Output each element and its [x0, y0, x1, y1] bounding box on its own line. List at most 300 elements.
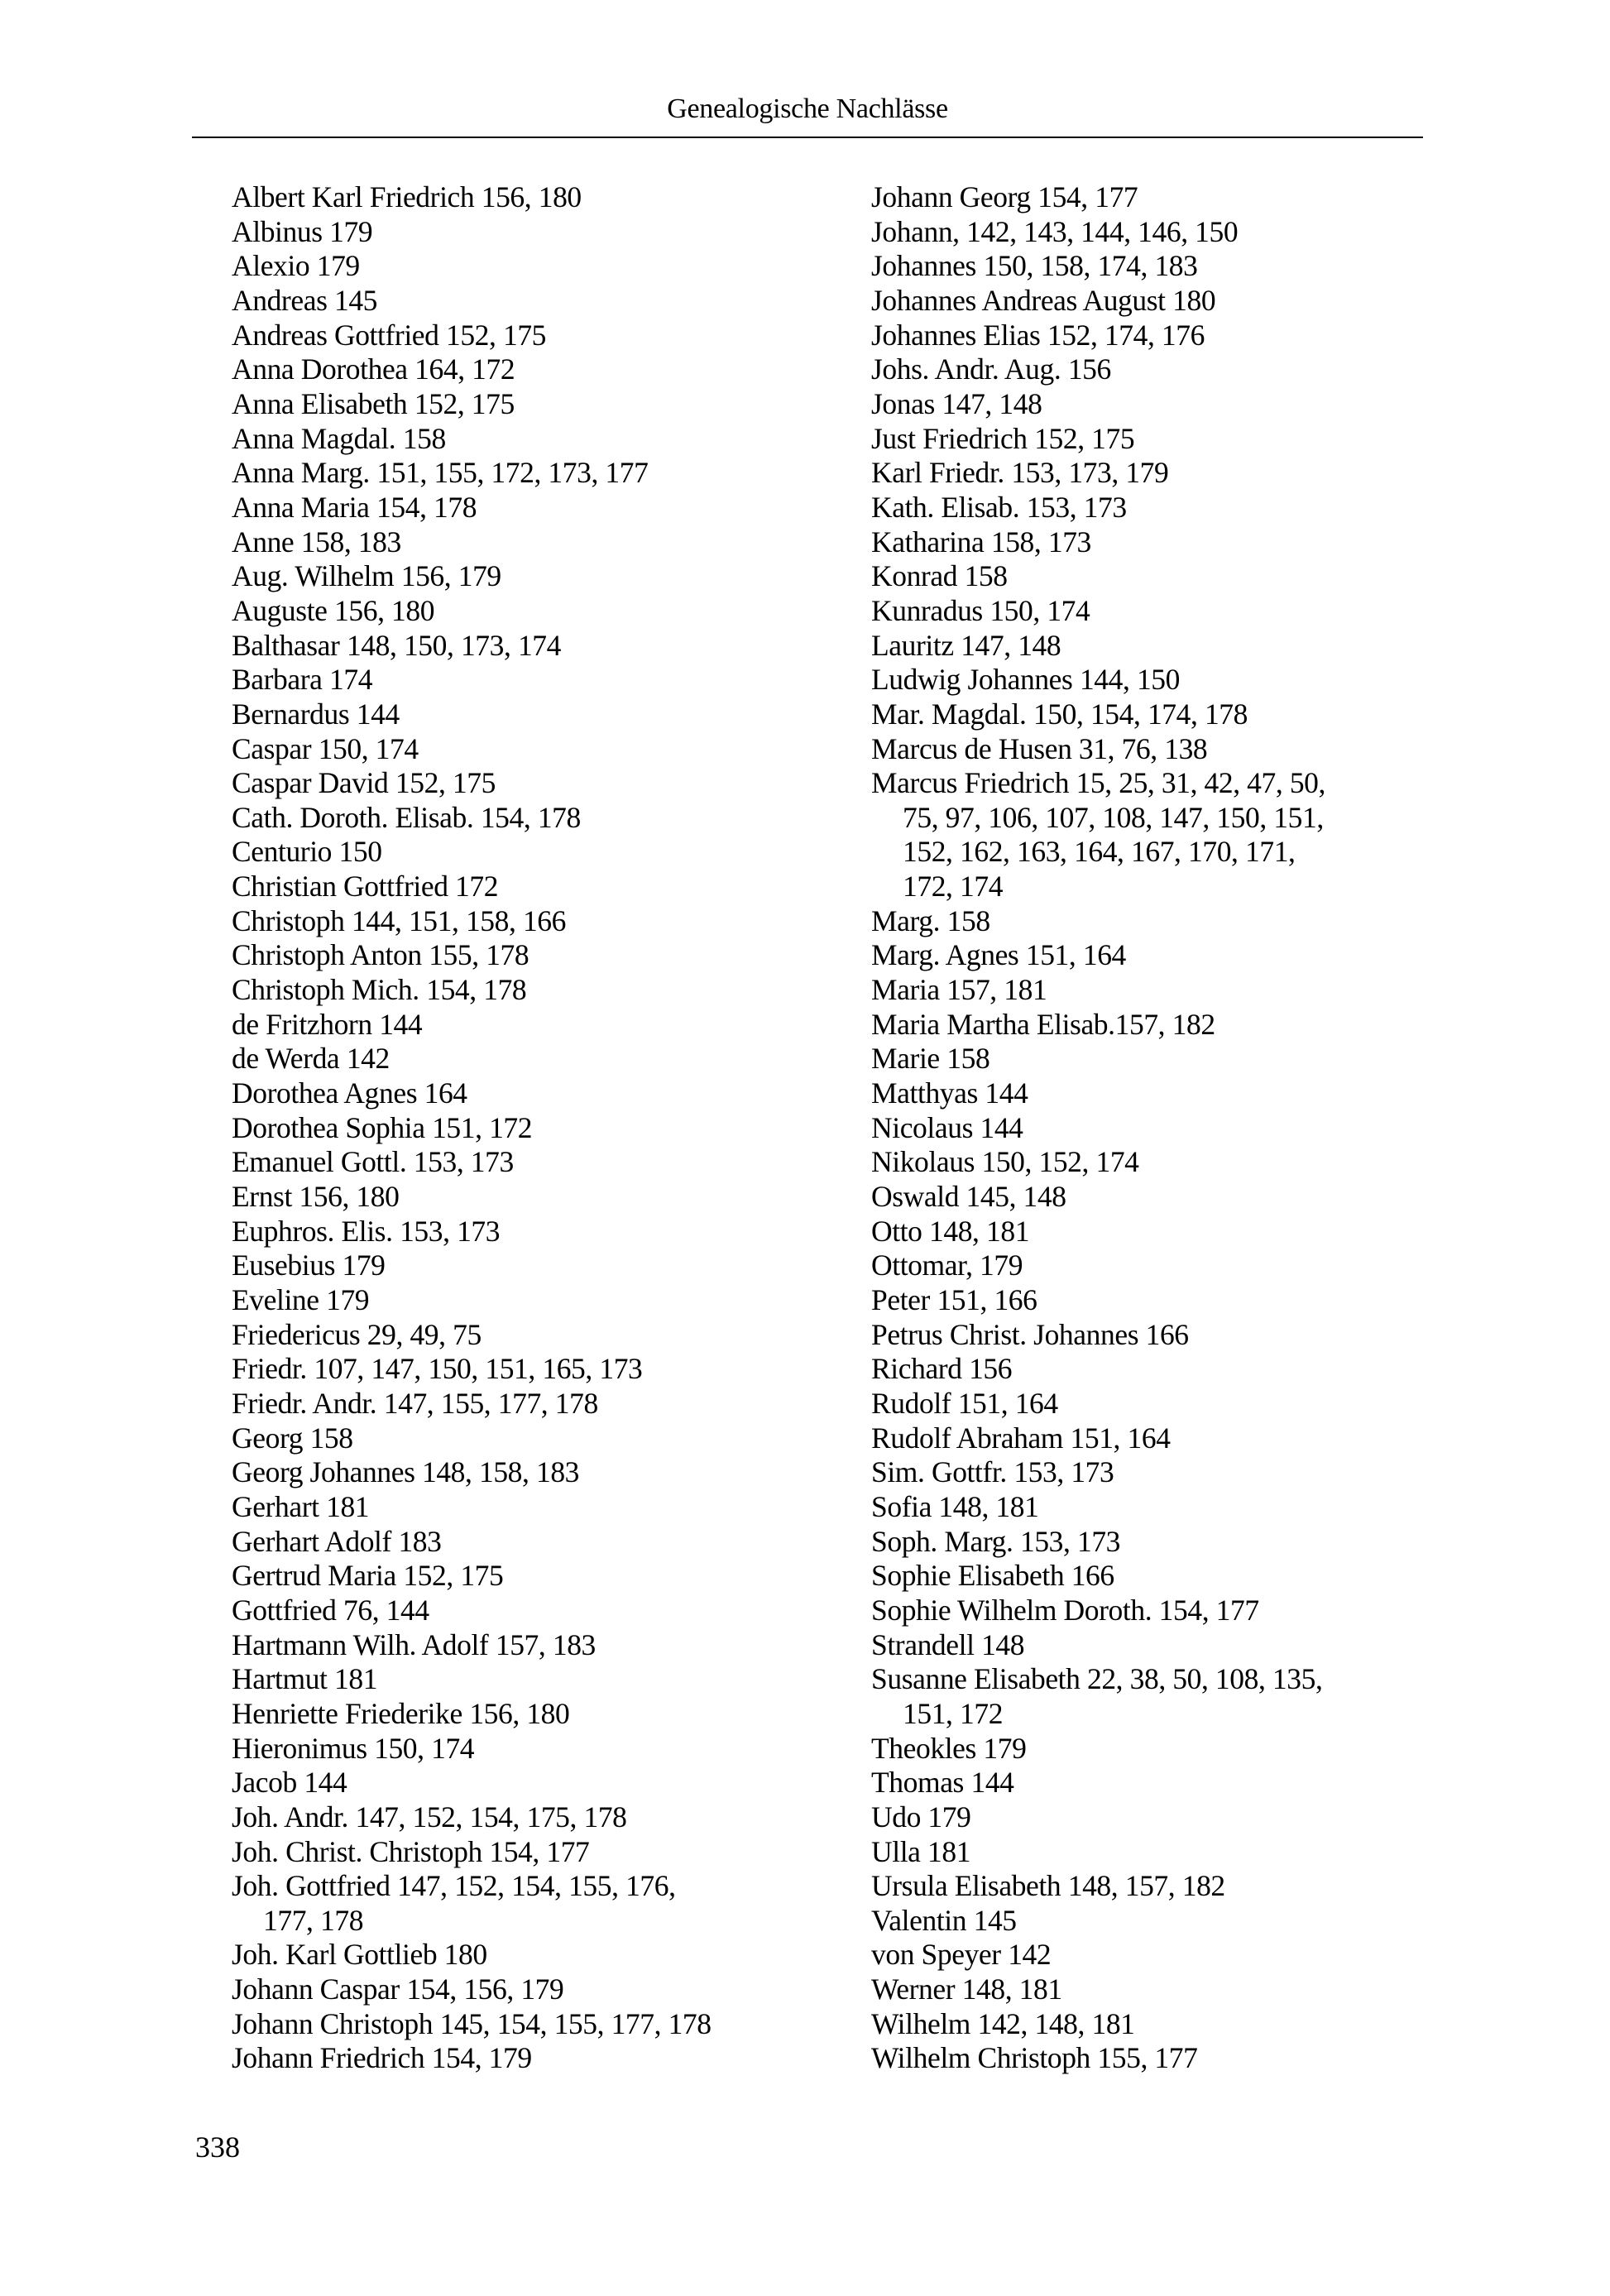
entry-name: Johann Friedrich	[232, 2041, 425, 2075]
entry-name: Gertrud Maria	[232, 1559, 396, 1593]
entry-name: Matthyas	[871, 1076, 978, 1110]
index-entry	[232, 1455, 836, 1490]
index-entry	[232, 1180, 836, 1215]
entry-name: Marie	[871, 1042, 940, 1076]
entry-pages: 154, 178	[426, 973, 527, 1007]
entry-name: Johann Georg	[871, 180, 1031, 213]
entry-name: Soph. Marg.	[871, 1524, 1013, 1558]
entry-name: Susanne Elisabeth	[871, 1662, 1081, 1696]
entry-name: Marcus de Husen	[871, 731, 1072, 765]
entry-name: Rudolf Abraham	[871, 1421, 1064, 1455]
entry-name: Anne	[232, 525, 295, 558]
entry-pages: 156	[1067, 352, 1111, 386]
entry-name: Balthasar	[232, 628, 340, 662]
index-entry	[232, 1559, 836, 1594]
entry-name: Strandell	[871, 1627, 975, 1661]
entry-pages-continuation: 172, 174	[903, 870, 1004, 904]
entry-pages: 152, 175	[1034, 421, 1135, 455]
index-entry	[232, 1076, 836, 1111]
entry-pages: 152, 175	[445, 318, 547, 352]
entry-pages: 148, 181	[961, 1972, 1062, 2006]
entry-name: Anna Maria	[232, 490, 370, 524]
index-column-left	[232, 180, 836, 2076]
entry-pages: 156, 180	[299, 1180, 400, 1214]
entry-pages: 148, 150, 173, 174	[346, 628, 562, 662]
entry-pages: 151, 172	[432, 1110, 533, 1144]
entry-name: Ludwig Johannes	[871, 663, 1073, 697]
entry-name: Joh. Christ. Christoph	[232, 1834, 482, 1868]
index-entry	[232, 1215, 836, 1249]
index-column-right	[871, 180, 1434, 2076]
entry-name: Anna Elisabeth	[232, 386, 408, 420]
index-entry	[232, 1490, 836, 1525]
entry-name: Oswald	[871, 1180, 960, 1214]
entry-name: Thomas	[871, 1766, 964, 1800]
index-entry	[232, 1387, 836, 1421]
entry-pages: 154, 179	[431, 2041, 532, 2075]
index-entry	[871, 559, 1434, 594]
entry-name: Sophie Elisabeth	[871, 1559, 1065, 1593]
index-entry	[871, 215, 1434, 250]
entry-pages-continuation: 151, 172	[903, 1696, 1004, 1730]
index-entry	[871, 1869, 1434, 1904]
entry-pages: 158, 183	[300, 525, 401, 558]
entry-pages: 164	[424, 1076, 467, 1110]
entry-pages-continuation: 152, 162, 163, 164, 167, 170, 171,	[903, 835, 1296, 869]
index-entry	[232, 456, 836, 491]
entry-pages: 151, 164	[957, 1386, 1058, 1420]
entry-pages: 153, 173	[1019, 1524, 1121, 1558]
entry-name: Caspar	[232, 731, 312, 765]
entry-pages: 179	[342, 1249, 386, 1282]
entry-pages: 153, 173, 179	[1011, 456, 1169, 490]
entry-name: Christoph Anton	[232, 938, 422, 972]
entry-pages: 142, 148, 181	[977, 2006, 1135, 2040]
entry-name: Konrad	[871, 559, 958, 593]
entry-name: Marg.	[871, 904, 941, 937]
entry-pages: 156, 179	[400, 559, 501, 593]
entry-pages: 179	[316, 249, 360, 283]
entry-pages: 156, 180	[481, 180, 582, 213]
entry-name: Hartmut	[232, 1662, 328, 1696]
entry-pages: 153, 173	[1026, 490, 1127, 524]
index-entry	[232, 1283, 836, 1318]
entry-pages: 155, 177	[1097, 2041, 1198, 2075]
index-entry	[871, 2041, 1434, 2076]
entry-pages: 172	[455, 870, 499, 904]
entry-pages: 107, 147, 150, 151, 165, 173	[314, 1352, 643, 1386]
index-entry	[232, 319, 836, 353]
entry-name: Johs. Andr. Aug.	[871, 352, 1061, 386]
entry-pages: 179	[927, 1800, 971, 1833]
entry-name: Henriette Friederike	[232, 1696, 462, 1730]
entry-pages: 153, 173	[413, 1145, 514, 1179]
index-entry	[871, 525, 1434, 560]
entry-name: Richard	[871, 1352, 962, 1386]
index-entry	[871, 1111, 1434, 1146]
entry-name: Wilhelm	[871, 2006, 970, 2040]
entry-name: Katharina	[871, 525, 985, 558]
entry-name: Friedr.	[232, 1352, 307, 1386]
index-entry	[871, 1387, 1434, 1421]
index-entry	[871, 1249, 1434, 1283]
entry-pages: 147, 152, 154, 175, 178	[355, 1800, 627, 1833]
index-entry	[232, 1938, 836, 1972]
index-entry	[232, 1008, 836, 1043]
entry-name: Ernst	[232, 1180, 292, 1214]
index-entry	[871, 1525, 1434, 1560]
entry-pages: 179	[980, 1249, 1023, 1282]
entry-pages: 180	[1172, 283, 1216, 317]
entry-name: Barbara	[232, 663, 323, 697]
entry-name: Hieronimus	[232, 1731, 367, 1765]
index-entry	[232, 1800, 836, 1835]
entry-name: Anna Dorothea	[232, 352, 408, 386]
index-entry	[871, 1008, 1434, 1043]
entry-name: Dorothea Agnes	[232, 1076, 418, 1110]
index-entry	[232, 559, 836, 594]
entry-name: Otto	[871, 1214, 922, 1248]
index-entry	[232, 1525, 836, 1560]
index-entry	[871, 1662, 1434, 1697]
entry-pages: 142, 143, 144, 146, 150	[966, 214, 1239, 248]
entry-name: Kath. Elisab.	[871, 490, 1020, 524]
index-entry	[232, 1042, 836, 1076]
entry-name: Johannes	[871, 249, 976, 283]
entry-name: Sophie Wilhelm Doroth.	[871, 1593, 1152, 1627]
index-entry	[871, 732, 1434, 767]
entry-name: Dorothea Sophia	[232, 1110, 425, 1144]
page-number: 338	[195, 2131, 240, 2164]
entry-name: Joh. Karl Gottlieb	[232, 1938, 438, 1972]
entry-name: Georg Johannes	[232, 1455, 415, 1489]
entry-name: Lauritz	[871, 628, 954, 662]
entry-pages: 147, 148	[942, 386, 1042, 420]
index-entry	[232, 732, 836, 767]
entry-pages: 156, 180	[334, 593, 435, 627]
index-entry	[232, 422, 836, 457]
entry-pages: 181	[326, 1489, 370, 1523]
entry-pages: 179	[329, 214, 373, 248]
entry-name: Kunradus	[871, 593, 983, 627]
entry-name: Gottfried	[232, 1593, 337, 1627]
index-entry	[232, 938, 836, 973]
index-entry	[871, 973, 1434, 1008]
entry-name: Sim. Gottfr.	[871, 1455, 1007, 1489]
entry-pages: 151, 164	[1070, 1421, 1171, 1455]
entry-pages: 150, 174	[318, 731, 419, 765]
index-entry	[232, 1318, 836, 1353]
index-entry	[871, 663, 1434, 697]
entry-name: Georg	[232, 1421, 304, 1455]
entry-pages: 151, 164	[1025, 938, 1126, 972]
entry-pages: 22, 38, 50, 108, 135,	[1086, 1662, 1323, 1696]
entry-name: Eveline	[232, 1283, 319, 1316]
index-entry	[871, 904, 1434, 939]
entry-pages-continuation: 75, 97, 106, 107, 108, 147, 150, 151,	[903, 800, 1324, 834]
entry-pages: 158	[402, 421, 446, 455]
entry-name: Christoph	[232, 904, 345, 937]
entry-pages: 15, 25, 31, 42, 47, 50,	[1076, 766, 1325, 800]
header-rule	[192, 137, 1423, 138]
entry-pages: 154, 178	[480, 800, 581, 834]
index-entry	[871, 1559, 1434, 1594]
entry-pages: 148, 157, 182	[1067, 1869, 1225, 1903]
entry-name: Friedericus	[232, 1317, 361, 1351]
index-entry	[232, 215, 836, 250]
entry-name: Mar. Magdal.	[871, 697, 1027, 731]
entry-pages: 158	[309, 1421, 353, 1455]
index-entry	[232, 1421, 836, 1456]
entry-name: Ulla	[871, 1834, 921, 1868]
entry-name: Hartmann Wilh. Adolf	[232, 1627, 489, 1661]
entry-pages: 153, 173	[400, 1214, 501, 1248]
entry-pages-continuation: 177, 178	[263, 1903, 364, 1937]
entry-name: Just Friedrich	[871, 421, 1028, 455]
entry-name: Karl Friedr.	[871, 456, 1004, 490]
index-entry	[232, 1835, 836, 1870]
entry-name: de Fritzhorn	[232, 1007, 372, 1041]
index-entry	[232, 904, 836, 939]
entry-pages: 150, 174	[374, 1731, 475, 1765]
index-entry	[871, 1904, 1434, 1939]
entry-name: Ursula Elisabeth	[871, 1869, 1061, 1903]
entry-name: Peter	[871, 1283, 930, 1316]
entry-name: Euphros. Elis.	[232, 1214, 393, 1248]
index-entry	[871, 456, 1434, 491]
index-entry	[232, 663, 836, 697]
entry-name: de Werda	[232, 1042, 340, 1076]
entry-name: Nicolaus	[871, 1110, 973, 1144]
index-entry	[232, 697, 836, 732]
index-entry	[871, 629, 1434, 664]
entry-pages: 179	[983, 1731, 1027, 1765]
entry-name: Aug. Wilhelm	[232, 559, 395, 593]
entry-name: Marcus Friedrich	[871, 766, 1070, 800]
entry-name: Johannes Andreas August	[871, 283, 1166, 317]
entry-name: Emanuel Gottl.	[232, 1145, 407, 1179]
entry-name: Anna Marg.	[232, 456, 370, 490]
entry-name: von Speyer	[871, 1938, 1001, 1972]
entry-pages: 152, 174, 176	[1047, 318, 1205, 352]
index-entry	[232, 1249, 836, 1283]
entry-pages: 155, 178	[429, 938, 529, 972]
entry-name: Maria Martha Elisab.157,	[871, 1007, 1166, 1041]
entry-pages: 31, 76, 138	[1078, 731, 1208, 765]
index-entry	[871, 387, 1434, 422]
entry-pages: 154, 177	[1037, 180, 1138, 213]
entry-name: Marg. Agnes	[871, 938, 1019, 972]
entry-name: Anna Magdal.	[232, 421, 396, 455]
entry-name: Theokles	[871, 1731, 976, 1765]
index-entry	[232, 525, 836, 560]
entry-name: Rudolf	[871, 1386, 951, 1420]
entry-name: Christoph Mich.	[232, 973, 419, 1007]
entry-name: Johannes Elias	[871, 318, 1041, 352]
index-entry	[871, 319, 1434, 353]
entry-pages: 145, 148	[966, 1180, 1066, 1214]
entry-name: Johann Caspar	[232, 1972, 400, 2006]
entry-pages: 158	[964, 559, 1008, 593]
entry-name: Jacob	[232, 1766, 297, 1800]
index-entry	[232, 2041, 836, 2076]
entry-pages: 150, 158, 174, 183	[983, 249, 1198, 283]
entry-name: Andreas Gottfried	[232, 318, 439, 352]
entry-name: Gerhart	[232, 1489, 319, 1523]
index-entry	[232, 491, 836, 525]
entry-pages: 183	[398, 1524, 442, 1558]
entry-pages: 156	[969, 1352, 1013, 1386]
index-entry	[871, 1145, 1434, 1180]
entry-pages: 181	[927, 1834, 971, 1868]
entry-pages: 144	[970, 1766, 1014, 1800]
entry-name: Cath. Doroth. Elisab.	[232, 800, 474, 834]
index-entry	[871, 1594, 1434, 1628]
index-entry	[232, 387, 836, 422]
entry-pages: 144	[379, 1007, 423, 1041]
entry-pages: 150, 154, 174, 178	[1033, 697, 1248, 731]
index-entry	[871, 249, 1434, 284]
entry-pages: 144, 151, 158, 166	[351, 904, 566, 937]
index-entry	[232, 835, 836, 870]
entry-pages: 157, 183	[495, 1627, 596, 1661]
index-entry	[232, 1972, 836, 2007]
entry-name: Andreas	[232, 283, 328, 317]
index-entry	[871, 1800, 1434, 1835]
index-entry	[232, 594, 836, 629]
entry-pages: 144, 150	[1079, 663, 1181, 697]
entry-pages: 158, 173	[990, 525, 1091, 558]
entry-pages: 150, 174	[989, 593, 1090, 627]
index-entry	[232, 629, 836, 664]
entry-name: Albinus	[232, 214, 323, 248]
index-entry	[871, 1455, 1434, 1490]
index-entry	[871, 938, 1434, 973]
entry-pages: 29, 49, 75	[367, 1317, 482, 1351]
entry-pages: 147, 152, 154, 155, 176,	[397, 1869, 676, 1903]
entry-pages: 156, 180	[469, 1696, 570, 1730]
index-entry	[871, 1766, 1434, 1800]
index-entry	[871, 1042, 1434, 1076]
entry-name: Friedr. Andr.	[232, 1386, 377, 1420]
entry-pages: 180	[443, 1938, 487, 1972]
index-entry	[232, 249, 836, 284]
index-entry	[871, 1215, 1434, 1249]
entry-pages: 150	[338, 835, 382, 869]
index-entry	[232, 1145, 836, 1180]
index-entry	[232, 766, 836, 801]
entry-pages: 174	[329, 663, 373, 697]
index-entry	[232, 1869, 836, 1904]
entry-pages: 148, 181	[929, 1214, 1030, 1248]
index-entry	[232, 1628, 836, 1663]
entry-pages: 152, 175	[395, 766, 496, 800]
entry-name: Wilhelm Christoph	[871, 2041, 1090, 2075]
entry-name: Werner	[871, 1972, 956, 2006]
entry-name: Eusebius	[232, 1249, 335, 1282]
index-entry	[871, 491, 1434, 525]
index-entry	[871, 1490, 1434, 1525]
entry-pages: 151, 166	[937, 1283, 1037, 1316]
entry-name: Alexio	[232, 249, 310, 283]
entry-pages: 144	[985, 1076, 1028, 1110]
index-entry	[871, 284, 1434, 319]
entry-name: Gerhart Adolf	[232, 1524, 391, 1558]
index-entry	[232, 2007, 836, 2042]
entry-pages: 158	[946, 904, 990, 937]
index-entry	[232, 1352, 836, 1387]
running-head-title: Genealogische Nachlässe	[667, 93, 948, 124]
entry-pages: 154, 177	[489, 1834, 590, 1868]
index-entry	[871, 180, 1434, 215]
index-entry	[232, 1697, 836, 1732]
entry-pages: 152, 175	[414, 386, 515, 420]
entry-name: Bernardus	[232, 697, 350, 731]
entry-pages: 164, 172	[414, 352, 515, 386]
index-entry	[871, 352, 1434, 387]
entry-name: Joh. Gottfried	[232, 1869, 391, 1903]
entry-pages: 144	[304, 1766, 347, 1800]
index-entry	[871, 1628, 1434, 1663]
entry-pages: 182	[1172, 1007, 1215, 1041]
entry-pages: 144	[356, 697, 400, 731]
entry-pages: 145	[973, 1903, 1017, 1937]
entry-name: Christian Gottfried	[232, 870, 448, 904]
index-entry	[232, 973, 836, 1008]
entry-pages: 76, 144	[343, 1593, 429, 1627]
index-entry	[871, 1318, 1434, 1353]
entry-name: Johann,	[871, 214, 960, 248]
index-entry	[871, 1352, 1434, 1387]
index-entry	[871, 1972, 1434, 2007]
entry-name: Centurio	[232, 835, 333, 869]
index-entry	[871, 422, 1434, 457]
index-entry	[871, 1283, 1434, 1318]
entry-pages: 154, 156, 179	[406, 1972, 564, 2006]
entry-pages: 145, 154, 155, 177, 178	[439, 2006, 712, 2040]
entry-pages: 147, 155, 177, 178	[383, 1386, 598, 1420]
entry-pages: 145	[333, 283, 378, 317]
index-entry	[871, 766, 1434, 801]
entry-pages: 150, 152, 174	[981, 1145, 1139, 1179]
index-entry	[232, 1732, 836, 1766]
entry-pages: 179	[326, 1283, 370, 1316]
entry-pages: 147, 148	[961, 628, 1061, 662]
entry-name: Nikolaus	[871, 1145, 975, 1179]
index-entry	[232, 1594, 836, 1628]
index-entry	[232, 180, 836, 215]
entry-pages: 148	[981, 1627, 1025, 1661]
entry-pages: 142	[346, 1042, 390, 1076]
entry-name: Jonas	[871, 386, 935, 420]
entry-pages: 153, 173	[1013, 1455, 1114, 1489]
entry-name: Albert Karl Friedrich	[232, 180, 475, 213]
index-entry	[871, 1835, 1434, 1870]
entry-pages: 142	[1008, 1938, 1052, 1972]
entry-pages: 158	[946, 1042, 990, 1076]
entry-name: Sofia	[871, 1489, 932, 1523]
entry-name: Udo	[871, 1800, 921, 1833]
entry-pages: 152, 175	[403, 1559, 504, 1593]
entry-pages: 181	[334, 1662, 378, 1696]
index-entry	[871, 1732, 1434, 1766]
index-entry	[232, 1766, 836, 1800]
entry-name: Valentin	[871, 1903, 967, 1937]
index-entry	[871, 697, 1434, 732]
entry-name: Maria	[871, 973, 940, 1007]
entry-name: Caspar David	[232, 766, 389, 800]
index-entry	[871, 1076, 1434, 1111]
